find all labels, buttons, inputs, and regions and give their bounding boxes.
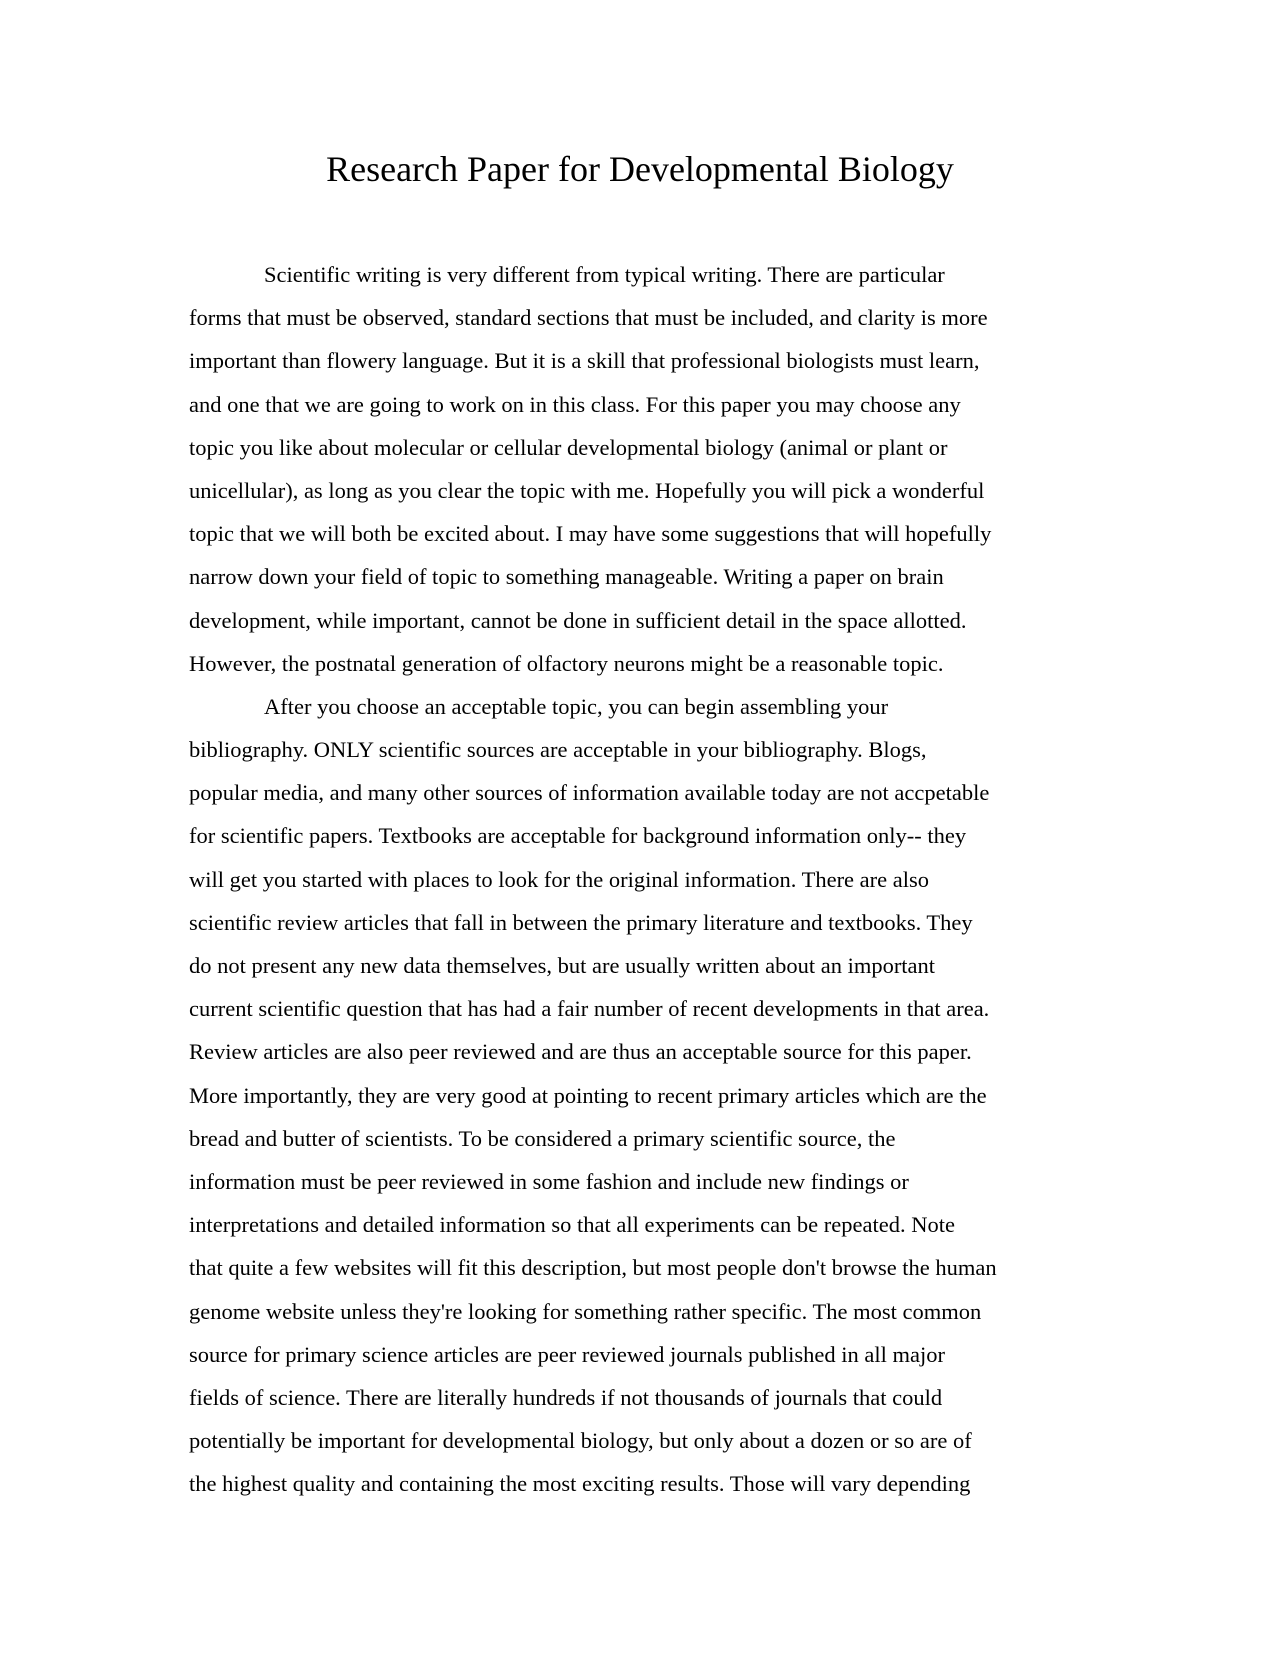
text-line: development, while important, cannot be done in sufficient detail in the space allotted.	[189, 607, 967, 633]
text-line: potentially be important for developmental biology, but only about a dozen or so are of	[189, 1428, 972, 1454]
text-line: the highest quality and containing the most exciting results. Those will vary depending	[189, 1471, 971, 1497]
text-line: current scientific question that has had a fair number of recent developments in that area.	[189, 996, 990, 1022]
text-line: and one that we are going to work on in this class. For this paper you may choose any	[189, 391, 961, 417]
document-body	[189, 253, 1109, 1505]
text-line: scientific review articles that fall in between the primary literature and textbooks. They	[189, 909, 973, 935]
text-line: topic that we will both be excited about. I may have some suggestions that will hopefully	[189, 521, 992, 547]
page-title: Research Paper for Developmental Biology	[326, 149, 954, 189]
text-line: Scientific writing is very different from typical writing. There are particular	[264, 262, 945, 287]
text-line: interpretations and detailed information so that all experiments can be repeated. Note	[189, 1212, 955, 1238]
text-line: important than flowery language. But it is a skill that professional biologists must learn,	[189, 348, 980, 374]
paragraph-2	[189, 685, 1109, 1506]
text-line: unicellular), as long as you clear the topic with me. Hopefully you will pick a wonderful	[189, 477, 985, 503]
text-line: for scientific papers. Textbooks are acceptable for background information only-- they	[189, 823, 967, 849]
text-line: genome website unless they're looking for something rather specific. The most common	[189, 1298, 982, 1324]
text-line: information must be peer reviewed in some fashion and include new findings or	[189, 1168, 909, 1194]
text-line: However, the postnatal generation of olfactory neurons might be a reasonable topic.	[189, 650, 944, 676]
text-line: forms that must be observed, standard sections that must be included, and clarity is more	[189, 305, 988, 331]
text-line: will get you started with places to look for the original information. There are also	[189, 866, 930, 892]
text-line: narrow down your field of topic to something manageable. Writing a paper on brain	[189, 564, 944, 590]
text-line: popular media, and many other sources of information available today are not accpetable	[189, 780, 990, 806]
text-line: More importantly, they are very good at pointing to recent primary articles which are the	[189, 1082, 987, 1108]
text-line: fields of science. There are literally hundreds if not thousands of journals that could	[189, 1384, 943, 1410]
text-line: Review articles are also peer reviewed and are thus an acceptable source for this paper.	[189, 1039, 972, 1065]
text-line: topic you like about molecular or cellular developmental biology (animal or plant or	[189, 434, 948, 460]
text-line: bread and butter of scientists. To be considered a primary scientific source, the	[189, 1125, 896, 1151]
text-line: source for primary science articles are peer reviewed journals published in all major	[189, 1341, 945, 1367]
text-line: After you choose an acceptable topic, you can begin assembling your	[264, 693, 889, 719]
text-line: do not present any new data themselves, but are usually written about an important	[189, 953, 936, 978]
text-line: that quite a few websites will fit this description, but most people don't browse the human	[189, 1255, 997, 1281]
text-line: bibliography. ONLY scientific sources are acceptable in your bibliography. Blogs,	[189, 737, 927, 763]
paragraph-1	[189, 253, 1109, 685]
